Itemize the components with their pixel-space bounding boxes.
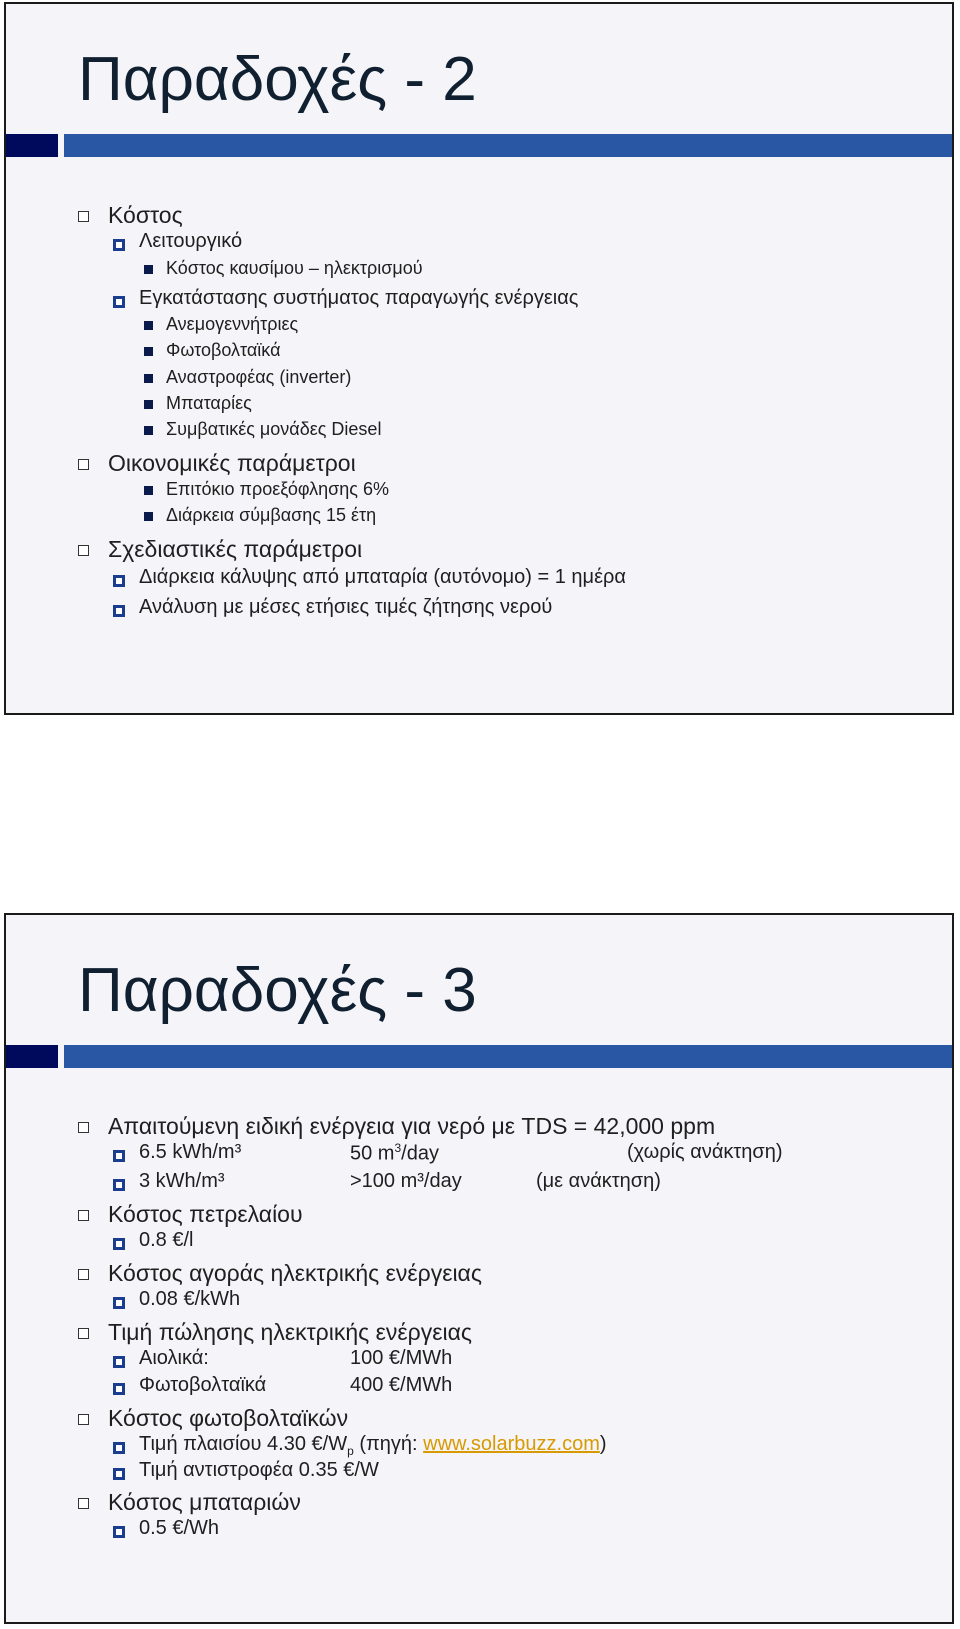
battery-value: 0.5 €/Wh — [139, 1517, 220, 1539]
bullet-text: Κόστος καυσίμου – ηλεκτρισμού — [166, 258, 423, 278]
title-bar-dark — [6, 1045, 58, 1068]
oil-heading: Κόστος πετρελαίου — [108, 1201, 303, 1227]
slide-title: Παραδοχές - 2 — [78, 45, 477, 114]
blue-square-bullet-icon — [113, 1297, 125, 1309]
filled-square-bullet-icon — [144, 321, 153, 330]
hollow-square-bullet-icon — [78, 211, 89, 222]
blue-square-bullet-icon — [113, 1238, 125, 1250]
hollow-square-bullet-icon — [78, 1269, 89, 1280]
sell-wind-label: Αιολικά: — [139, 1347, 209, 1369]
bullet-text: Αναστροφέας (inverter) — [166, 367, 352, 387]
sell-pv-value: 400 €/MWh — [350, 1374, 453, 1396]
sell-pv-label: Φωτοβολταϊκά — [139, 1374, 267, 1396]
bullet-text: Λειτουργικό — [139, 230, 243, 252]
filled-square-bullet-icon — [144, 265, 153, 274]
energy-note-2: (με ανάκτηση) — [536, 1170, 661, 1192]
filled-square-bullet-icon — [144, 426, 153, 435]
blue-square-bullet-icon — [113, 575, 125, 587]
blue-square-bullet-icon — [113, 1356, 125, 1368]
sell-wind-value: 100 €/MWh — [350, 1347, 453, 1369]
slide-3 — [4, 913, 954, 1624]
bullet-text: Οικονομικές παράμετροι — [108, 450, 356, 476]
bullet-text: Ανάλυση με μέσες ετήσιες τιμές ζήτησης νερού — [139, 596, 553, 618]
title-bar-blue — [64, 134, 952, 157]
bullet-text: Επιτόκιο προεξόφλησης 6% — [166, 479, 389, 499]
bullet-text: Ανεμογεννήτριες — [166, 314, 299, 334]
battery-heading: Κόστος μπαταριών — [108, 1489, 301, 1515]
energy-value-2: 3 kWh/m³ — [139, 1170, 225, 1192]
energy-note-1: (χωρίς ανάκτηση) — [627, 1141, 783, 1163]
hollow-square-bullet-icon — [78, 1328, 89, 1339]
filled-square-bullet-icon — [144, 347, 153, 356]
oil-value: 0.8 €/l — [139, 1229, 194, 1251]
buy-value: 0.08 €/kWh — [139, 1288, 241, 1310]
buy-heading: Κόστος αγοράς ηλεκτρικής ενέργειας — [108, 1260, 482, 1286]
filled-square-bullet-icon — [144, 400, 153, 409]
blue-square-bullet-icon — [113, 239, 125, 251]
hollow-square-bullet-icon — [78, 1210, 89, 1221]
blue-square-bullet-icon — [113, 1179, 125, 1191]
energy-flow-2: >100 m³/day — [350, 1170, 462, 1192]
hollow-square-bullet-icon — [78, 459, 89, 470]
bullet-text: Κόστος — [108, 202, 183, 228]
sell-heading: Τιμή πώλησης ηλεκτρικής ενέργειας — [108, 1319, 472, 1345]
bullet-text: Διάρκεια σύμβασης 15 έτη — [166, 505, 377, 525]
panel-price: Τιμή πλαισίου 4.30 $€/W_p$ (πηγή: www.solarbuzz.com) — [139, 1433, 607, 1458]
inverter-price: Τιμή αντιστροφέα 0.35 €/W — [139, 1459, 379, 1481]
hollow-square-bullet-icon — [78, 545, 89, 556]
bullet-text: Μπαταρίες — [166, 393, 252, 413]
slide-title: Παραδοχές - 3 — [78, 956, 477, 1025]
blue-square-bullet-icon — [113, 605, 125, 617]
bullet-text: Διάρκεια κάλυψης από μπαταρία (αυτόνομο) = 1 ημέρα — [139, 566, 626, 588]
filled-square-bullet-icon — [144, 486, 153, 495]
blue-square-bullet-icon — [113, 1383, 125, 1395]
blue-square-bullet-icon — [113, 1526, 125, 1538]
hollow-square-bullet-icon — [78, 1498, 89, 1509]
bullet-text: Συμβατικές μονάδες Diesel — [166, 419, 382, 439]
filled-square-bullet-icon — [144, 374, 153, 383]
blue-square-bullet-icon — [113, 296, 125, 308]
energy-heading: Απαιτούμενη ειδική ενέργεια για νερό με TDS = 42,000 ppm — [108, 1113, 716, 1139]
energy-value-1: 6.5 kWh/m³ — [139, 1141, 242, 1163]
blue-square-bullet-icon — [113, 1442, 125, 1454]
slide-2 — [4, 2, 954, 715]
bullet-text: Σχεδιαστικές παράμετροι — [108, 536, 363, 562]
energy-flow-1: 50 $m^3$/day — [350, 1141, 439, 1165]
hollow-square-bullet-icon — [78, 1414, 89, 1425]
bullet-text: Εγκατάστασης συστήματος παραγωγής ενέργειας — [139, 287, 579, 309]
title-bar-dark — [6, 134, 58, 157]
pv-heading: Κόστος φωτοβολταϊκών — [108, 1405, 349, 1431]
bullet-text: Φωτοβολταϊκά — [166, 340, 281, 360]
blue-square-bullet-icon — [113, 1150, 125, 1162]
filled-square-bullet-icon — [144, 512, 153, 521]
title-bar-blue — [64, 1045, 952, 1068]
solarbuzz-link[interactable]: www.solarbuzz.com — [423, 1433, 600, 1455]
blue-square-bullet-icon — [113, 1468, 125, 1480]
hollow-square-bullet-icon — [78, 1122, 89, 1133]
